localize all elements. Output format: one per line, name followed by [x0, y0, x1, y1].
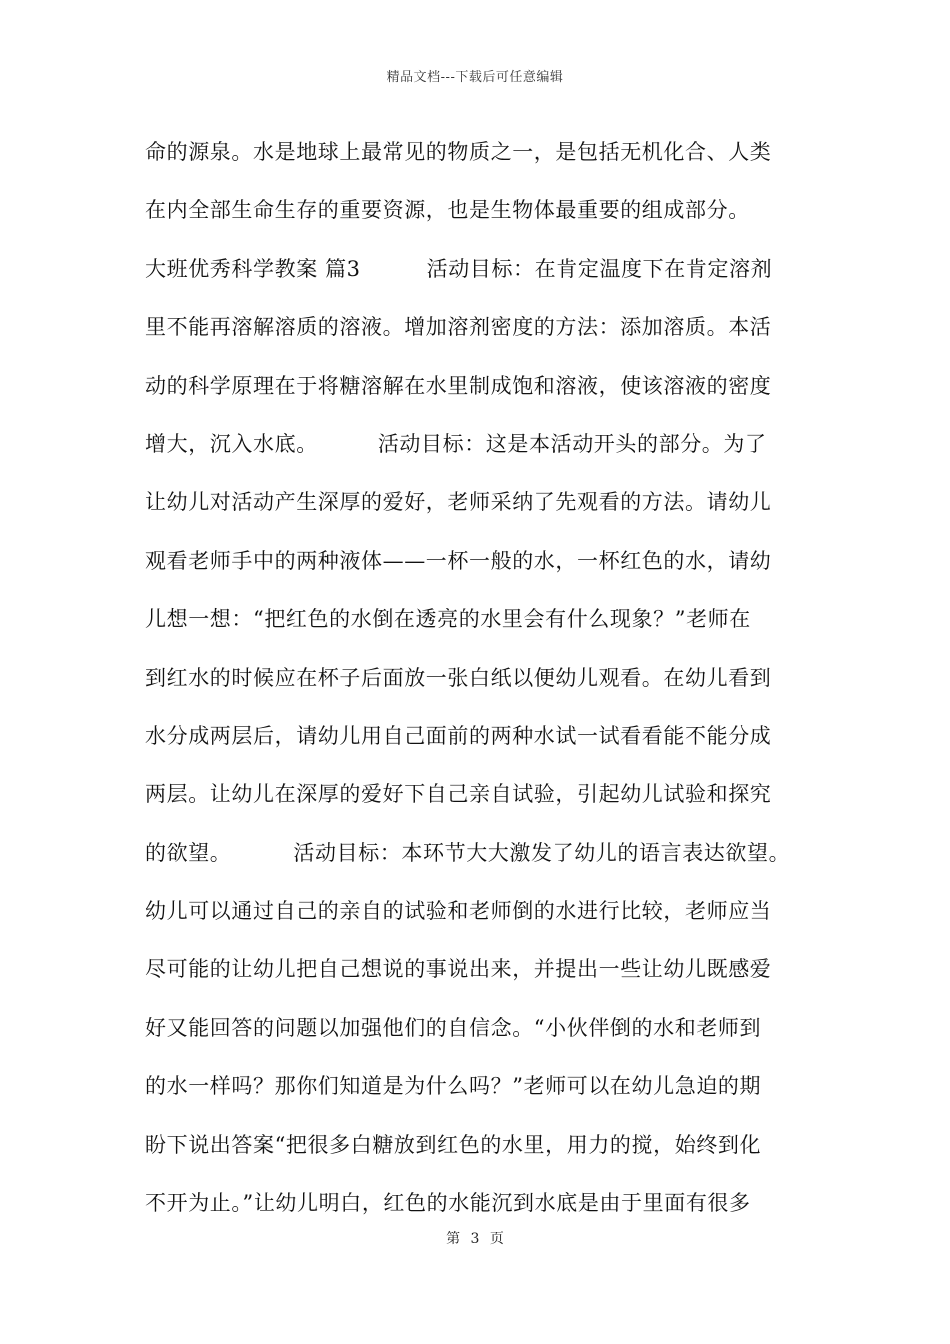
page-header	[0, 66, 950, 85]
page-number: 3	[470, 1231, 480, 1247]
text-line: 观看老师手中的两种液体——一杯一般的水，一杯红色的水，请幼	[145, 548, 772, 573]
header-text: 精品文档---下载后可任意编辑	[386, 70, 564, 85]
line-segment-start: 大班优秀科学教案 篇3	[145, 256, 361, 281]
text-line: 不开为止。”让幼儿明白，红色的水能沉到水底是由于里面有很多	[145, 1191, 751, 1216]
text-line: 两层。让幼儿在深厚的爱好下自己亲自试验，引起幼儿试验和探究	[145, 782, 772, 807]
text-line: 到红水的时候应在杯子后面放一张白纸以便幼儿观看。在幼儿看到	[145, 665, 772, 690]
footer-prefix: 第	[446, 1231, 461, 1247]
page-footer	[0, 1228, 950, 1248]
text-line: 里不能再溶解溶质的溶液。增加溶剂密度的方法：添加溶质。本活	[145, 315, 772, 340]
text-line: 让幼儿对活动产生深厚的爱好，老师采纳了先观看的方法。请幼儿	[145, 490, 772, 515]
text-line: 水分成两层后，请幼儿用自己面前的两种水试一试看看能不能分成	[145, 723, 772, 748]
text-line: 的水一样吗？那你们知道是为什么吗？”老师可以在幼儿急迫的期	[145, 1074, 762, 1099]
line-segment-end: 活动目标：在肯定温度下在肯定溶剂	[426, 256, 773, 281]
line-segment-start: 的欲望。	[145, 840, 232, 865]
text-line: 盼下说出答案“把很多白糖放到红色的水里，用力的搅，始终到化	[145, 1132, 762, 1157]
text-line: 幼儿可以通过自己的亲自的试验和老师倒的水进行比较，老师应当	[145, 899, 772, 924]
text-line	[145, 424, 825, 482]
text-line	[145, 833, 825, 891]
text-line: 命的源泉。水是地球上最常见的物质之一，是包括无机化合、人类	[145, 140, 772, 164]
text-line: 动的科学原理在于将糖溶解在水里制成饱和溶液，使该溶液的密度	[145, 373, 772, 398]
text-line: 好又能回答的问题以加强他们的自信念。“小伙伴倒的水和老师到	[145, 1015, 762, 1040]
line-segment-end: 活动目标：这是本活动开头的部分。为了	[377, 431, 767, 456]
document-body	[145, 132, 825, 1241]
text-line: 尽可能的让幼儿把自己想说的事说出来，并提出一些让幼儿既感爱	[145, 957, 772, 982]
footer-suffix: 页	[489, 1231, 504, 1247]
text-line: 在内全部生命生存的重要资源，也是生物体最重要的组成部分。	[145, 198, 750, 223]
text-line	[145, 249, 825, 307]
line-segment-end: 活动目标：本环节大大激发了幼儿的语言表达欲望。	[293, 840, 791, 865]
line-segment-start: 增大，沉入水底。	[145, 431, 318, 456]
text-line: 儿想一想：“把红色的水倒在透亮的水里会有什么现象？”老师在	[145, 607, 751, 632]
